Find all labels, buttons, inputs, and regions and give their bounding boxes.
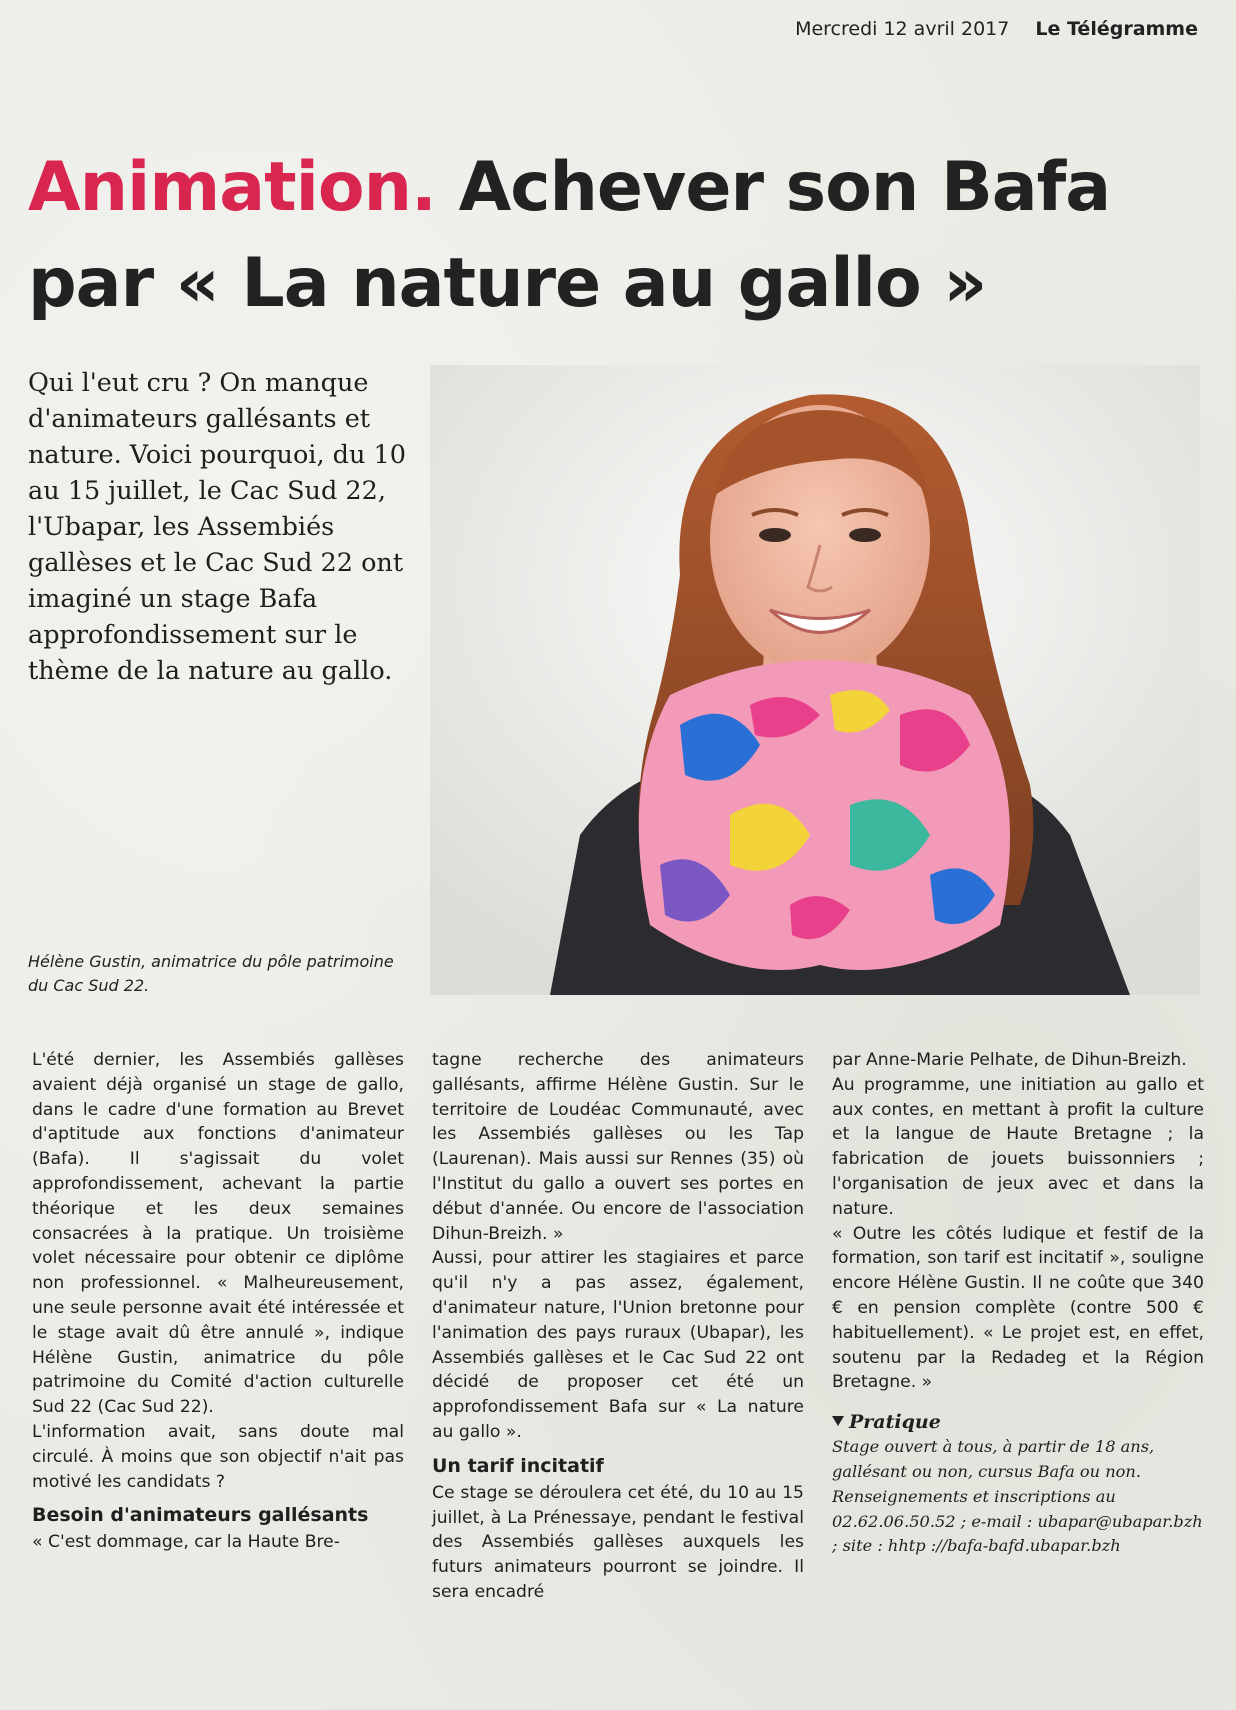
article-headline — [28, 140, 1208, 332]
newspaper-name: Le Télégramme — [1035, 18, 1198, 40]
paragraph: L'été dernier, les Assembiés gallèses avaient déjà organisé un stage de gallo, dans le cadre d'une formation au Brevet d'aptitude aux fonctions d'animateur (Bafa). Il s'agissait du volet approfondissement, achevant la partie théorique et les deux semaines consacrées à la pratique. Un troisième volet nécessaire pour obtenir ce diplôme non professionnel. « Malheureusement, une seule personne avait été intéressée et le stage avait dû être annulé », indique Hélène Gustin, animatrice du pôle patrimoine du Comité d'action culturelle Sud 22 (Cac Sud 22). — [32, 1050, 404, 1418]
paragraph: tagne recherche des animateurs gallésants, affirme Hélène Gustin. Sur le territoire de Loudéac Communauté, avec les Assembiés gallèses ou les Tap (Laurenan). Mais aussi sur Rennes (35) où l'Institut du gallo a ouvert ses portes en début d'année. Ou encore de l'association Dihun-Breizh. » — [432, 1050, 804, 1244]
triangle-down-icon — [832, 1416, 844, 1426]
pratique-title: Pratique — [849, 1411, 941, 1434]
paragraph: Aussi, pour attirer les stagiaires et parce qu'il n'y a pas assez, également, d'animateur nature, l'Union bretonne pour l'animation des pays ruraux (Ubapar), les Assembiés gallèses et le Cac Sud 22 ont décidé de proposer cet été un approfondissement Bafa sur « La nature au gallo ». — [432, 1248, 804, 1442]
article-column-2 — [432, 1048, 804, 1605]
paragraph: L'information avait, sans doute mal circulé. À moins que son objectif n'ait pas motivé les candidats ? — [32, 1421, 404, 1492]
subheading-tarif: Un tarif incitatif — [432, 1454, 604, 1477]
headline-kicker: Animation. — [28, 148, 436, 227]
paragraph: « C'est dommage, car la Haute Bre- — [32, 1532, 340, 1553]
headline-line-1: Achever son Bafa — [458, 148, 1111, 227]
photo-caption: Hélène Gustin, animatrice du pôle patrimoine du Cac Sud 22. — [28, 952, 394, 995]
paragraph: Ce stage se déroulera cet été, du 10 au 15 juillet, à La Prénessaye, pendant le festival des Assembiés gallèses auxquels les futurs animateurs pourront se joindre. Il sera encadré — [432, 1482, 804, 1602]
headline-line-2: par « La nature au gallo » — [28, 244, 987, 323]
page-header — [795, 18, 1198, 40]
paragraph: Au programme, une initiation au gallo et aux contes, en mettant à profit la culture et la langue de Haute Bretagne ; la fabrication de jouets buissonniers ; l'organisation de jeux avec et dans la nature. — [832, 1074, 1204, 1219]
paragraph: par Anne-Marie Pelhate, de Dihun-Breizh. — [832, 1050, 1187, 1070]
subheading-besoin: Besoin d'animateurs gallésants — [32, 1504, 369, 1527]
portrait-illustration — [430, 365, 1200, 995]
article-intro: Qui l'eut cru ? On manque d'animateurs gallésants et nature. Voici pourquoi, du 10 au 15 juillet, le Cac Sud 22, l'Ubapar, les Assembiés gallèses et le Cac Sud 22 ont imaginé un stage Bafa approfondissement sur le thème de la nature au gallo. — [28, 368, 406, 686]
scarf-shape — [639, 660, 1010, 970]
portrait-photo — [430, 365, 1200, 995]
pratique-heading — [832, 1409, 1204, 1435]
article-column-3 — [832, 1048, 1204, 1559]
paragraph: « Outre les côtés ludique et festif de la formation, son tarif est incitatif », souligne encore Hélène Gustin. Il ne coûte que 340 € en pension complète (contre 500 € habituellement). « Le projet est, en effet, soutenu par la Redadeg et la Région Bretagne. » — [832, 1223, 1204, 1393]
article-column-1 — [32, 1048, 404, 1555]
pratique-info: Stage ouvert à tous, à partir de 18 ans, gallésant ou non, cursus Bafa ou non. Renseignements et inscriptions au 02.62.06.50.52 ; e-mail : ubapar@ubapar.bzh ; site : hhtp ://bafa-bafd.ubapar.bzh — [832, 1437, 1203, 1556]
issue-date: Mercredi 12 avril 2017 — [795, 18, 1010, 40]
